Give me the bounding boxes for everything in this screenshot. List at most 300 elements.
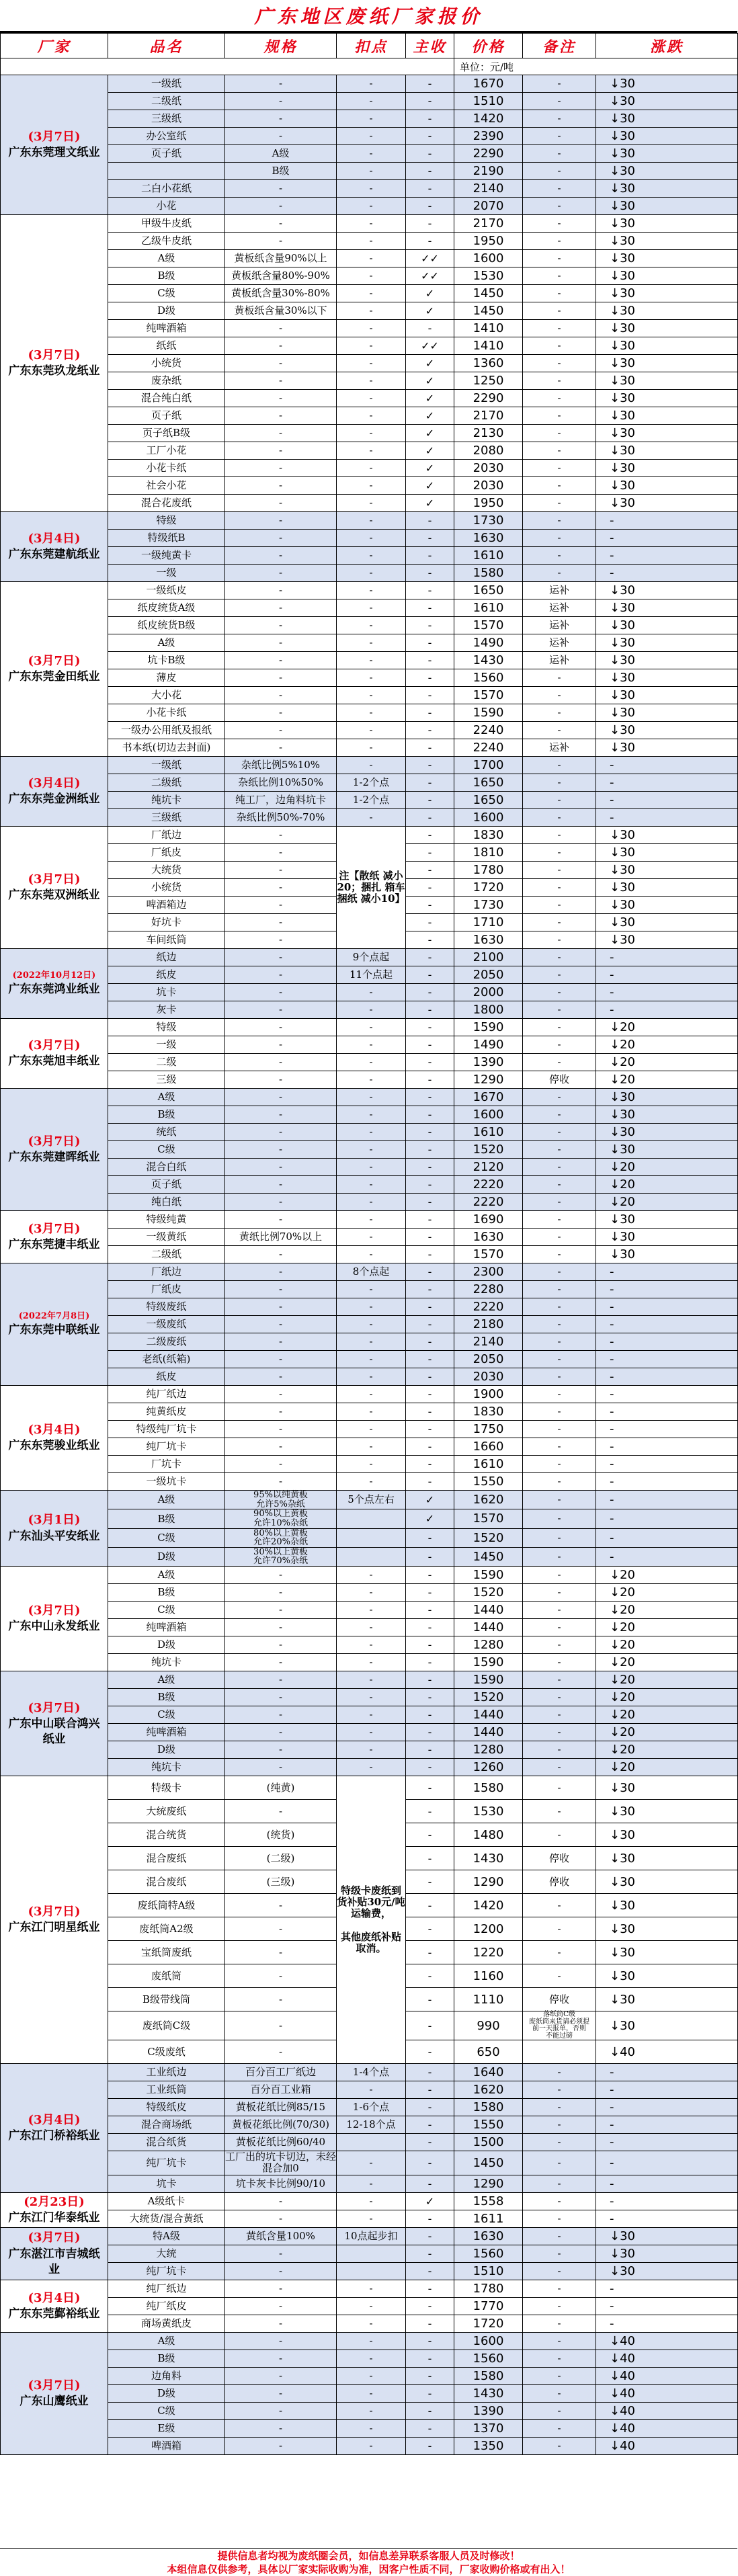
- product-name: 纯坑卡: [108, 1759, 225, 1776]
- price-cell: 1450: [454, 1547, 523, 1566]
- price-cell: 1810: [454, 844, 523, 862]
- product-spec: -: [225, 1298, 337, 1316]
- discount-cell: -: [337, 1019, 406, 1036]
- discount-cell: -: [337, 1194, 406, 1211]
- product-name: A级: [108, 1567, 225, 1584]
- price-cell: 1640: [454, 2064, 523, 2081]
- note-cell: -: [523, 774, 596, 792]
- product-spec: -: [225, 2419, 337, 2437]
- main-purchase-cell: -: [406, 1106, 454, 1124]
- change-cell: ↓30: [596, 1941, 738, 1964]
- product-spec: -: [225, 128, 337, 145]
- change-cell: -: [596, 1368, 738, 1386]
- note-cell: -: [523, 128, 596, 145]
- table-row: [1, 2227, 738, 2245]
- change-cell: -: [596, 984, 738, 1001]
- product-spec: 黄板花纸比例85/15: [225, 2099, 337, 2116]
- price-cell: 2030: [454, 460, 523, 477]
- product-name: 社会小花: [108, 477, 225, 495]
- discount-cell: -: [337, 2402, 406, 2419]
- price-cell: 1450: [454, 302, 523, 320]
- change-cell: ↓30: [596, 198, 738, 215]
- note-cell: -: [523, 2245, 596, 2262]
- product-name: 一级黄纸: [108, 1229, 225, 1246]
- change-cell: ↓20: [596, 1194, 738, 1211]
- change-cell: ↓30: [596, 1141, 738, 1159]
- discount-cell: -: [337, 1141, 406, 1159]
- product-name: 特级纯黄: [108, 1211, 225, 1229]
- change-cell: -: [596, 1403, 738, 1421]
- main-purchase-cell: -: [406, 2297, 454, 2315]
- product-spec: -: [225, 722, 337, 739]
- product-spec: -: [225, 1421, 337, 1438]
- table-row: [1, 1528, 738, 1547]
- note-cell: -: [523, 1602, 596, 1619]
- change-cell: ↓30: [596, 634, 738, 652]
- discount-cell: -: [337, 530, 406, 547]
- product-spec: 黄板花纸比例60/40: [225, 2134, 337, 2151]
- price-cell: 1710: [454, 914, 523, 931]
- price-cell: 2240: [454, 739, 523, 757]
- main-purchase-cell: -: [406, 1229, 454, 1246]
- change-cell: -: [596, 2134, 738, 2151]
- product-name: 二级纸: [108, 93, 225, 110]
- change-cell: -: [596, 1421, 738, 1438]
- price-cell: 2070: [454, 198, 523, 215]
- table-row: [1, 425, 738, 442]
- product-name: 薄皮: [108, 669, 225, 687]
- product-spec: -: [225, 966, 337, 984]
- table-row: [1, 1491, 738, 1509]
- discount-note-merged: 注【散纸 减小20；捆扎 箱车 捆纸 减小10】: [337, 827, 406, 949]
- discount-cell: -: [337, 1584, 406, 1602]
- note-cell: -: [523, 2419, 596, 2437]
- price-cell: 1630: [454, 931, 523, 949]
- main-purchase-cell: -: [406, 1141, 454, 1159]
- main-purchase-cell: -: [406, 792, 454, 809]
- product-name: 纯黄纸皮: [108, 1403, 225, 1421]
- change-cell: -: [596, 530, 738, 547]
- price-cell: 1390: [454, 1054, 523, 1071]
- factory-date: (3月4日): [28, 776, 81, 790]
- product-name: 啤酒箱: [108, 2437, 225, 2454]
- note-cell: -: [523, 530, 596, 547]
- discount-cell: -: [337, 1054, 406, 1071]
- product-spec: -: [225, 984, 337, 1001]
- price-cell: 2080: [454, 442, 523, 460]
- note-cell: -: [523, 565, 596, 582]
- discount-cell: -: [337, 1036, 406, 1054]
- discount-cell: -: [337, 163, 406, 180]
- product-name: 纯啤酒箱: [108, 1724, 225, 1741]
- product-name: 混合废纸: [108, 1847, 225, 1870]
- note-cell: -: [523, 1438, 596, 1456]
- table-row: [1, 1019, 738, 1036]
- discount-cell: -: [337, 460, 406, 477]
- product-spec: -: [225, 1019, 337, 1036]
- factory-date: (2022年10月12日): [12, 970, 96, 981]
- main-purchase-cell: -: [406, 879, 454, 897]
- price-cell: 1730: [454, 897, 523, 914]
- table-row: [1, 2402, 738, 2419]
- product-name: 二白小花纸: [108, 180, 225, 198]
- main-purchase-cell: -: [406, 1941, 454, 1964]
- change-cell: -: [596, 1333, 738, 1351]
- table-row: [1, 1054, 738, 1071]
- table-row: [1, 2151, 738, 2175]
- main-purchase-cell: ✓✓: [406, 250, 454, 267]
- price-cell: 1450: [454, 2151, 523, 2175]
- product-name: 纯坑卡: [108, 1654, 225, 1671]
- main-purchase-cell: -: [406, 949, 454, 966]
- change-cell: ↓30: [596, 1964, 738, 1988]
- product-name: 一级: [108, 1036, 225, 1054]
- price-cell: 1670: [454, 75, 523, 93]
- table-row: [1, 93, 738, 110]
- main-purchase-cell: -: [406, 1246, 454, 1263]
- discount-cell: -: [337, 1298, 406, 1316]
- product-spec: 杂纸比例5%10%: [225, 757, 337, 774]
- product-name: 大小花: [108, 687, 225, 704]
- factory-cell: [1, 757, 108, 827]
- product-name: 厂纸皮: [108, 1281, 225, 1298]
- main-purchase-cell: ✓: [406, 355, 454, 372]
- main-purchase-cell: -: [406, 1316, 454, 1333]
- product-name: 二级: [108, 1054, 225, 1071]
- discount-cell: -: [337, 2210, 406, 2227]
- price-cell: 1490: [454, 634, 523, 652]
- change-cell: -: [596, 2151, 738, 2175]
- price-cell: 2180: [454, 1316, 523, 1333]
- note-cell: -: [523, 2064, 596, 2081]
- discount-cell: -: [337, 739, 406, 757]
- change-cell: ↓30: [596, 1776, 738, 1800]
- table-row: [1, 442, 738, 460]
- note-cell: -: [523, 1194, 596, 1211]
- product-name: 页子纸B级: [108, 425, 225, 442]
- product-spec: -: [225, 1386, 337, 1403]
- note-cell: -: [523, 914, 596, 931]
- price-cell: 1580: [454, 2099, 523, 2116]
- product-name: 灰卡: [108, 1001, 225, 1019]
- note-cell: -: [523, 2384, 596, 2402]
- table-row: [1, 1602, 738, 1619]
- change-cell: ↓30: [596, 145, 738, 163]
- product-name: 纸皮统货A级: [108, 599, 225, 617]
- factory-cell: [1, 1019, 108, 1089]
- main-purchase-cell: -: [406, 984, 454, 1001]
- product-name: 混合纸货: [108, 2134, 225, 2151]
- table-row: [1, 530, 738, 547]
- price-cell: 1730: [454, 512, 523, 530]
- note-cell: -: [523, 163, 596, 180]
- main-purchase-cell: -: [406, 1071, 454, 1089]
- discount-cell: -: [337, 809, 406, 827]
- change-cell: ↓20: [596, 1584, 738, 1602]
- factory-date: (3月1日): [28, 1513, 81, 1528]
- table-row: [1, 1689, 738, 1706]
- product-spec: -: [225, 1988, 337, 2011]
- footer-line-2: 本组信息仅供参考，具体以厂家实际收购为准，因客户性质不同，厂家收购价格或有出入！: [167, 2563, 571, 2575]
- product-name: 特级纸皮: [108, 2099, 225, 2116]
- product-spec: -: [225, 1071, 337, 1089]
- change-cell: -: [596, 949, 738, 966]
- note-cell: -: [523, 93, 596, 110]
- discount-cell: -: [337, 599, 406, 617]
- product-name: 纸皮统货B级: [108, 617, 225, 634]
- product-name: 厂纸边: [108, 827, 225, 844]
- change-cell: ↓30: [596, 1800, 738, 1823]
- change-cell: ↓40: [596, 2437, 738, 2454]
- table-row: [1, 110, 738, 128]
- table-row: [1, 547, 738, 565]
- note-cell: 运补: [523, 634, 596, 652]
- product-name: 废杂纸: [108, 372, 225, 390]
- product-spec: -: [225, 2040, 337, 2064]
- product-spec: (二级): [225, 1847, 337, 1870]
- change-cell: ↓30: [596, 407, 738, 425]
- price-cell: 1290: [454, 1870, 523, 1894]
- note-cell: -: [523, 966, 596, 984]
- discount-cell: -: [337, 1106, 406, 1124]
- product-name: A级: [108, 634, 225, 652]
- product-spec: -: [225, 1456, 337, 1473]
- price-cell: 2030: [454, 477, 523, 495]
- note-cell: -: [523, 2350, 596, 2367]
- price-cell: 1410: [454, 337, 523, 355]
- product-name: C级: [108, 285, 225, 302]
- product-name: 一级纸: [108, 757, 225, 774]
- product-spec: (三级): [225, 1870, 337, 1894]
- note-cell: -: [523, 1654, 596, 1671]
- table-row: [1, 1584, 738, 1602]
- product-name: B级: [108, 2350, 225, 2367]
- factory-name: 广东东莞骏业纸业: [8, 1439, 100, 1453]
- table-row: [1, 1619, 738, 1636]
- table-row: [1, 1211, 738, 1229]
- main-purchase-cell: -: [406, 530, 454, 547]
- note-cell: -: [523, 390, 596, 407]
- discount-cell: -: [337, 2332, 406, 2350]
- change-cell: -: [596, 512, 738, 530]
- table-row: [1, 1368, 738, 1386]
- main-purchase-cell: -: [406, 1619, 454, 1636]
- note-cell: -: [523, 1141, 596, 1159]
- discount-cell: 9个点起: [337, 949, 406, 966]
- change-cell: ↓30: [596, 1894, 738, 1917]
- discount-cell: -: [337, 1567, 406, 1584]
- change-cell: ↓30: [596, 862, 738, 879]
- discount-cell: -: [337, 1333, 406, 1351]
- change-cell: ↓20: [596, 1019, 738, 1036]
- factory-cell: [1, 2064, 108, 2193]
- product-spec: -: [225, 1054, 337, 1071]
- price-cell: 1490: [454, 1036, 523, 1054]
- product-name: D级: [108, 1741, 225, 1759]
- note-cell: -: [523, 1823, 596, 1847]
- discount-cell: -: [337, 1281, 406, 1298]
- note-cell: -: [523, 355, 596, 372]
- factory-date: (3月7日): [28, 653, 81, 668]
- main-purchase-cell: -: [406, 1124, 454, 1141]
- product-name: 工业纸筒: [108, 2081, 225, 2099]
- main-purchase-cell: ✓: [406, 1509, 454, 1528]
- factory-date: (3月7日): [28, 1134, 81, 1149]
- discount-cell: -: [337, 1368, 406, 1386]
- main-purchase-cell: -: [406, 1263, 454, 1281]
- note-cell: -: [523, 1421, 596, 1438]
- table-row: [1, 1473, 738, 1491]
- price-cell: 1660: [454, 1438, 523, 1456]
- product-spec: -: [225, 1964, 337, 1988]
- product-spec: -: [225, 2280, 337, 2297]
- price-cell: 2050: [454, 1351, 523, 1368]
- main-purchase-cell: -: [406, 739, 454, 757]
- product-name: 车间纸筒: [108, 931, 225, 949]
- price-cell: 1720: [454, 879, 523, 897]
- table-row: [1, 634, 738, 652]
- product-name: 废纸筒: [108, 1964, 225, 1988]
- product-spec: -: [225, 1106, 337, 1124]
- table-row: [1, 739, 738, 757]
- change-cell: ↓20: [596, 1759, 738, 1776]
- factory-name: 广东东莞建航纸业: [8, 548, 100, 562]
- main-purchase-cell: -: [406, 547, 454, 565]
- factory-date: (3月4日): [28, 531, 81, 546]
- change-cell: ↓30: [596, 1106, 738, 1124]
- product-name: 办公室纸: [108, 128, 225, 145]
- main-purchase-cell: -: [406, 1654, 454, 1671]
- product-spec: 黄板纸含量90%以上: [225, 250, 337, 267]
- product-name: 小花卡纸: [108, 704, 225, 722]
- product-name: 混合商场纸: [108, 2116, 225, 2134]
- price-cell: 1830: [454, 827, 523, 844]
- main-purchase-cell: -: [406, 2134, 454, 2151]
- price-cell: 1550: [454, 1473, 523, 1491]
- discount-cell: -: [337, 442, 406, 460]
- note-cell: -: [523, 1316, 596, 1333]
- discount-cell: [337, 1528, 406, 1547]
- product-spec: 80%以上黄板 允许20%杂纸: [225, 1528, 337, 1547]
- change-cell: ↓30: [596, 704, 738, 722]
- note-cell: -: [523, 1456, 596, 1473]
- change-cell: -: [596, 809, 738, 827]
- table-row: [1, 390, 738, 407]
- product-spec: -: [225, 425, 337, 442]
- note-cell: -: [523, 722, 596, 739]
- product-name: C级: [108, 1602, 225, 1619]
- product-spec: -: [225, 1473, 337, 1491]
- note-cell: -: [523, 1229, 596, 1246]
- factory-cell: [1, 1776, 108, 2064]
- main-purchase-cell: -: [406, 634, 454, 652]
- price-cell: 1550: [454, 2116, 523, 2134]
- price-cell: 2130: [454, 425, 523, 442]
- change-cell: ↓30: [596, 442, 738, 460]
- product-name: 一级废纸: [108, 1316, 225, 1333]
- factory-date: (3月7日): [28, 129, 81, 144]
- factory-name: 广东东莞金田纸业: [8, 670, 100, 684]
- change-cell: ↓30: [596, 1870, 738, 1894]
- main-purchase-cell: -: [406, 1602, 454, 1619]
- factory-cell: [1, 827, 108, 949]
- header-cell: 价格: [454, 34, 523, 58]
- main-purchase-cell: -: [406, 198, 454, 215]
- product-spec: -: [225, 1001, 337, 1019]
- product-spec: -: [225, 1567, 337, 1584]
- product-name: 坑卡: [108, 2175, 225, 2192]
- product-spec: -: [225, 1403, 337, 1421]
- price-cell: 1610: [454, 1456, 523, 1473]
- change-cell: -: [596, 2081, 738, 2099]
- note-cell: -: [523, 2192, 596, 2210]
- discount-cell: -: [337, 1351, 406, 1368]
- price-cell: 990: [454, 2011, 523, 2040]
- factory-cell: [1, 2192, 108, 2227]
- price-cell: 1560: [454, 2245, 523, 2262]
- price-cell: 1590: [454, 1019, 523, 1036]
- table-row: [1, 2175, 738, 2192]
- product-spec: -: [225, 827, 337, 844]
- price-cell: 1630: [454, 1229, 523, 1246]
- main-purchase-cell: -: [406, 931, 454, 949]
- table-row: [1, 2081, 738, 2099]
- product-spec: -: [225, 1724, 337, 1741]
- note-cell: -: [523, 1473, 596, 1491]
- note-cell: -: [523, 1706, 596, 1724]
- product-spec: -: [225, 442, 337, 460]
- product-name: 老纸(纸箱): [108, 1351, 225, 1368]
- discount-cell: -: [337, 1211, 406, 1229]
- change-cell: ↓30: [596, 425, 738, 442]
- change-cell: ↓20: [596, 1159, 738, 1176]
- factory-name: 广东东莞双洲纸业: [8, 888, 100, 903]
- note-cell: -: [523, 250, 596, 267]
- note-cell: -: [523, 2367, 596, 2384]
- table-row: [1, 966, 738, 984]
- note-cell: -: [523, 460, 596, 477]
- discount-cell: -: [337, 547, 406, 565]
- product-spec: 工厂出的坑卡切边，未经混合加0: [225, 2151, 337, 2175]
- product-spec: -: [225, 599, 337, 617]
- note-cell: -: [523, 2280, 596, 2297]
- price-cell: 1560: [454, 669, 523, 687]
- factory-cell: [1, 1263, 108, 1386]
- table-row: [1, 809, 738, 827]
- main-purchase-cell: -: [406, 2099, 454, 2116]
- main-purchase-cell: -: [406, 897, 454, 914]
- main-purchase-cell: -: [406, 1823, 454, 1847]
- discount-cell: -: [337, 1671, 406, 1689]
- note-cell: -: [523, 75, 596, 93]
- table-row: [1, 949, 738, 966]
- product-name: 啤酒箱边: [108, 897, 225, 914]
- main-purchase-cell: -: [406, 233, 454, 250]
- table-row: [1, 599, 738, 617]
- change-cell: ↓30: [596, 233, 738, 250]
- main-purchase-cell: -: [406, 1689, 454, 1706]
- main-purchase-cell: -: [406, 180, 454, 198]
- note-cell: -: [523, 2210, 596, 2227]
- product-spec: -: [225, 355, 337, 372]
- discount-cell: -: [337, 984, 406, 1001]
- factory-name: 广东东莞理文纸业: [8, 146, 100, 160]
- main-purchase-cell: -: [406, 128, 454, 145]
- note-cell: -: [523, 1368, 596, 1386]
- factory-name: 广东江门明星纸业: [8, 1921, 100, 1935]
- discount-cell: -: [337, 687, 406, 704]
- table-row: [1, 1509, 738, 1528]
